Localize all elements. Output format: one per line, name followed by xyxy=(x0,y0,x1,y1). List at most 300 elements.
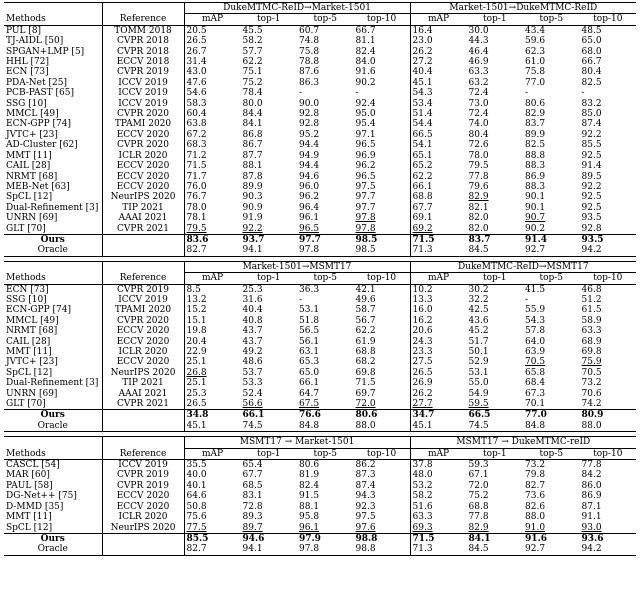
metric-value: 67.2 xyxy=(184,130,241,140)
metric-value: 68.2 xyxy=(355,357,376,368)
metric-value: 52.9 xyxy=(468,357,489,368)
metric-value: 92.7 xyxy=(523,544,580,555)
metric-value: 35.5 xyxy=(184,460,241,471)
metric-header: top-5 xyxy=(297,448,354,459)
metric-value: 43.7 xyxy=(242,336,263,347)
method-name: NRMT [68] xyxy=(6,326,58,337)
table-row xyxy=(4,182,636,192)
metric-value: 68.3 xyxy=(184,140,241,150)
method-name: SpCL [12] xyxy=(6,367,53,378)
method-name: UNRN [69] xyxy=(6,388,58,399)
metric-value: 96.2 xyxy=(355,161,376,172)
metric-header: top-1 xyxy=(241,448,298,459)
methods-header: Methods xyxy=(4,437,102,460)
table-row xyxy=(4,192,636,202)
metric-value: 91.6 xyxy=(523,533,580,544)
method-name: TJ-AIDL [50] xyxy=(6,36,64,47)
method-reference: TPAMI 2020 xyxy=(102,119,184,129)
metric-value: 68.9 xyxy=(581,336,602,347)
metric-value: 76.0 xyxy=(184,182,241,192)
reference-header: Reference xyxy=(102,261,184,284)
metric-value: 88.3 xyxy=(525,161,546,172)
method-name: PAUL [58] xyxy=(6,480,53,491)
metric-value: 66.7 xyxy=(581,57,602,68)
metric-value: 25.3 xyxy=(242,284,263,295)
method-reference: ECCV 2020 xyxy=(102,182,184,192)
metric-value: 26.7 xyxy=(184,47,241,57)
table-row xyxy=(4,140,636,150)
metric-value: 82.0 xyxy=(468,213,489,224)
method-reference: CVPR 2018 xyxy=(102,47,184,57)
metric-value: 88.0 xyxy=(354,421,411,432)
metric-value: 77.8 xyxy=(468,171,489,182)
metric-value: 22.9 xyxy=(184,347,241,357)
metric-value: 98.8 xyxy=(354,533,411,544)
method-name: ECN [73] xyxy=(6,67,49,78)
metric-value: 54.3 xyxy=(525,315,546,326)
method-name: PUL [8] xyxy=(6,25,42,36)
metric-value: 63.1 xyxy=(299,347,320,357)
metric-value: 46.8 xyxy=(581,284,602,295)
table-row xyxy=(4,47,636,57)
metric-value: 77.8 xyxy=(468,512,489,523)
metric-value: 41.5 xyxy=(525,284,546,295)
metric-value: 69.1 xyxy=(410,213,467,223)
metric-value: 93.5 xyxy=(581,213,602,224)
table-row xyxy=(4,347,636,357)
metric-value: 8.5 xyxy=(184,284,241,295)
metric-value: 78.0 xyxy=(184,203,241,213)
metric-header: mAP xyxy=(410,448,467,459)
method-reference: ECCV 2020 xyxy=(102,491,184,501)
metric-value: 82.6 xyxy=(525,501,546,512)
metric-value: 82.1 xyxy=(468,202,489,213)
metric-value: 89.5 xyxy=(581,171,602,182)
metric-value: 98.8 xyxy=(354,544,411,555)
metric-header: top-5 xyxy=(523,448,580,459)
method-reference: AAAI 2021 xyxy=(102,213,184,223)
metric-value: 61.9 xyxy=(355,336,376,347)
method-name: SpCL [12] xyxy=(6,192,53,203)
metric-value: 94.4 xyxy=(299,140,320,151)
reference-header: Reference xyxy=(102,3,184,26)
metric-value: 15.2 xyxy=(184,305,241,315)
metric-header: top-5 xyxy=(297,273,354,284)
metric-value: 95.0 xyxy=(355,109,376,120)
metric-value: 15.1 xyxy=(184,316,241,326)
metric-value: 65.1 xyxy=(410,151,467,161)
metric-value: 26.2 xyxy=(410,47,467,57)
method-reference: CVPR 2019 xyxy=(102,470,184,480)
metric-header: top-10 xyxy=(580,14,637,25)
metric-value: 91.4 xyxy=(581,161,602,172)
metric-value: 74.2 xyxy=(581,399,602,410)
method-name: CAIL [28] xyxy=(6,161,51,172)
metric-value: 56.5 xyxy=(299,326,320,337)
metric-header: top-10 xyxy=(354,273,411,284)
metric-value: 51.4 xyxy=(410,109,467,119)
metric-value: 54.4 xyxy=(410,119,467,129)
metric-value: 83.6 xyxy=(184,234,241,245)
metric-value: 98.5 xyxy=(354,234,411,245)
metric-value: 84.8 xyxy=(523,421,580,432)
metric-value: 45.5 xyxy=(242,25,263,36)
metric-value: 94.6 xyxy=(241,533,298,544)
metric-value: - xyxy=(525,88,529,99)
method-name: PCB-PAST [65] xyxy=(6,88,74,99)
metric-value: 96.5 xyxy=(299,223,320,234)
metric-value: 93.7 xyxy=(241,234,298,245)
metric-value: 60.4 xyxy=(184,109,241,119)
metric-value: 94.3 xyxy=(355,491,376,502)
metric-value: 62.2 xyxy=(242,57,263,68)
metric-value: 26.5 xyxy=(184,399,241,410)
metric-value: 13.3 xyxy=(410,295,467,305)
method-reference: AAAI 2021 xyxy=(102,389,184,399)
metric-value: 55.9 xyxy=(525,305,546,316)
methods-header: Methods xyxy=(4,3,102,26)
metric-value: 75.6 xyxy=(184,512,241,522)
metric-value: 68.5 xyxy=(242,480,263,491)
metric-value: 71.3 xyxy=(410,544,467,555)
method-name: JVTC+ [23] xyxy=(6,357,58,368)
dataset-transfer-header: MSMT17 → DukeMTMC-reID xyxy=(410,437,636,448)
method-reference: ICCV 2019 xyxy=(102,88,184,98)
table-row xyxy=(4,378,636,388)
table-row xyxy=(4,523,636,534)
metric-header: top-1 xyxy=(467,273,524,284)
metric-value: 90.9 xyxy=(242,202,263,213)
metric-value: 31.4 xyxy=(184,57,241,67)
metric-value: 96.1 xyxy=(299,213,320,224)
metric-header: top-5 xyxy=(523,273,580,284)
metric-value: 80.6 xyxy=(354,410,411,421)
metric-value: 70.6 xyxy=(581,388,602,399)
method-reference: CVPR 2019 xyxy=(102,481,184,491)
metric-value: 80.6 xyxy=(299,460,320,471)
method-name: MMT [11] xyxy=(6,347,52,357)
metric-value: 23.3 xyxy=(410,347,467,357)
metric-value: 89.3 xyxy=(242,512,263,523)
method-name: ECN-GPP [74] xyxy=(6,119,72,130)
method-name: UNRN [69] xyxy=(6,213,58,224)
method-reference: ECCV 2018 xyxy=(102,57,184,67)
table-row xyxy=(4,213,636,223)
method-name: MMT [11] xyxy=(6,150,52,161)
metric-value: 68.0 xyxy=(581,46,602,57)
table-row xyxy=(4,57,636,67)
metric-value: 61.5 xyxy=(581,305,602,316)
metric-value: 67.7 xyxy=(410,203,467,213)
results-table-2 xyxy=(4,261,636,433)
metric-value: 88.3 xyxy=(525,181,546,192)
metric-value: 93.6 xyxy=(580,533,637,544)
metric-header: top-5 xyxy=(297,14,354,25)
metric-header: top-5 xyxy=(523,14,580,25)
metric-value: 34.7 xyxy=(410,410,467,421)
method-reference: ECCV 2020 xyxy=(102,357,184,367)
metric-value: 63.3 xyxy=(468,67,489,78)
table-row xyxy=(4,295,636,305)
metric-value: 70.1 xyxy=(525,399,546,410)
metric-value: 86.9 xyxy=(525,171,546,182)
metric-value: 83.1 xyxy=(242,491,263,502)
metric-value: 62.3 xyxy=(525,46,546,57)
method-name: ECN-GPP [74] xyxy=(6,305,72,316)
metric-value: 63.3 xyxy=(581,326,602,337)
table-row xyxy=(4,151,636,161)
metric-value: 56.6 xyxy=(242,399,263,410)
metric-value: 46.9 xyxy=(468,57,489,68)
results-table-3 xyxy=(4,436,636,555)
metric-value: 64.6 xyxy=(184,491,241,501)
metric-value: 91.5 xyxy=(299,491,320,502)
metric-value: 82.9 xyxy=(468,192,489,203)
method-reference: ECCV 2020 xyxy=(102,337,184,347)
method-reference: ECCV 2020 xyxy=(102,130,184,140)
metric-value: 78.1 xyxy=(184,213,241,223)
table-row xyxy=(4,399,636,410)
metric-value: 68.4 xyxy=(525,378,546,389)
metric-value: 87.6 xyxy=(299,67,320,78)
metric-header: top-1 xyxy=(241,14,298,25)
metric-value: 68.8 xyxy=(355,347,376,357)
metric-value: 77.5 xyxy=(184,523,241,534)
metric-value: 34.8 xyxy=(184,410,241,421)
metric-value: 90.2 xyxy=(525,223,546,234)
metric-value: 84.5 xyxy=(467,245,524,256)
metric-value: 97.7 xyxy=(297,234,354,245)
metric-value: 70.5 xyxy=(525,357,546,368)
metric-value: 40.4 xyxy=(242,305,263,316)
metric-value: 32.2 xyxy=(468,294,489,305)
ours-row xyxy=(4,533,636,544)
metric-value: 86.8 xyxy=(242,129,263,140)
results-table-1 xyxy=(4,2,636,257)
metric-value: 73.0 xyxy=(468,98,489,109)
metric-value: 72.4 xyxy=(468,109,489,120)
metric-value: 57.8 xyxy=(525,326,546,337)
metric-value: 53.4 xyxy=(410,99,467,109)
metric-value: 94.1 xyxy=(241,245,298,256)
metric-value: 30.2 xyxy=(468,284,489,295)
method-reference: ICCV 2019 xyxy=(102,295,184,305)
metric-value: 75.8 xyxy=(299,46,320,57)
table-row xyxy=(4,512,636,522)
metric-value: 48.6 xyxy=(242,357,263,368)
method-name: SPGAN+LMP [5] xyxy=(6,46,85,57)
metric-value: 71.5 xyxy=(410,533,467,544)
metric-value: 77.0 xyxy=(523,410,580,421)
method-reference: NeurIPS 2020 xyxy=(102,523,184,534)
metric-value: - xyxy=(355,88,359,99)
metric-header: mAP xyxy=(410,273,467,284)
metric-value: 62.2 xyxy=(410,172,467,182)
metric-value: 90.7 xyxy=(525,213,546,224)
metric-value: 87.8 xyxy=(242,171,263,182)
method-name: MEB-Net [63] xyxy=(6,181,70,192)
metric-value: 79.6 xyxy=(468,181,489,192)
metric-value: 96.4 xyxy=(299,202,320,213)
metric-value: 54.9 xyxy=(468,388,489,399)
method-name: CAIL [28] xyxy=(6,336,51,347)
method-name: Ours xyxy=(4,410,102,421)
metric-value: 85.5 xyxy=(581,140,602,151)
metric-value: 97.6 xyxy=(355,522,376,533)
metric-value: 67.3 xyxy=(525,388,546,399)
metric-value: 80.9 xyxy=(580,410,637,421)
metric-value: 65.2 xyxy=(410,161,467,171)
metric-value: 26.9 xyxy=(410,378,467,388)
metric-value: 74.0 xyxy=(468,119,489,130)
metric-value: 94.6 xyxy=(299,171,320,182)
table-row xyxy=(4,109,636,119)
metric-value: 96.9 xyxy=(355,150,376,161)
method-name: Oracle xyxy=(4,245,102,256)
metric-value: 45.1 xyxy=(410,421,467,432)
metric-value: 72.4 xyxy=(468,88,489,99)
metric-value: 81.1 xyxy=(355,36,376,47)
method-name: Ours xyxy=(4,234,102,245)
metric-value: 83.7 xyxy=(467,234,524,245)
metric-value: 92.8 xyxy=(581,223,602,234)
metric-value: 25.1 xyxy=(184,378,241,388)
metric-value: 91.4 xyxy=(523,234,580,245)
metric-value: 90.3 xyxy=(242,192,263,203)
metric-value: 43.4 xyxy=(525,25,546,36)
table-row xyxy=(4,25,636,36)
metric-value: 43.0 xyxy=(184,67,241,77)
method-reference: TIP 2021 xyxy=(102,203,184,213)
metric-value: 92.2 xyxy=(242,223,263,234)
method-name: SpCL [12] xyxy=(6,522,53,533)
oracle-row xyxy=(4,421,636,432)
metric-value: 72.8 xyxy=(242,501,263,512)
reference-header: Reference xyxy=(102,437,184,460)
metric-header: top-10 xyxy=(580,273,637,284)
metric-value: 54.3 xyxy=(410,88,467,98)
metric-value: 84.1 xyxy=(242,119,263,130)
metric-value: 94.2 xyxy=(580,245,637,256)
metric-value: 80.0 xyxy=(242,98,263,109)
method-reference: ECCV 2020 xyxy=(102,172,184,182)
metric-value: 97.7 xyxy=(355,202,376,213)
metric-value: 92.4 xyxy=(355,98,376,109)
table-row xyxy=(4,88,636,98)
method-reference: ICCV 2019 xyxy=(102,99,184,109)
metric-value: 47.6 xyxy=(184,78,241,88)
metric-value: 72.0 xyxy=(355,399,376,410)
metric-value: 54.1 xyxy=(410,140,467,150)
method-reference: CVPR 2018 xyxy=(102,36,184,46)
metric-value: 66.1 xyxy=(299,378,320,389)
metric-header: top-1 xyxy=(467,14,524,25)
metric-value: 76.7 xyxy=(184,192,241,202)
metric-value: 87.7 xyxy=(242,150,263,161)
metric-value: 59.6 xyxy=(525,36,546,47)
method-reference: CVPR 2020 xyxy=(102,109,184,119)
metric-value: 83.7 xyxy=(525,119,546,130)
metric-value: 66.7 xyxy=(355,25,376,36)
metric-value: 91.6 xyxy=(355,67,376,78)
method-reference: ICCV 2019 xyxy=(102,460,184,471)
metric-value: 82.0 xyxy=(468,223,489,234)
metric-value: 24.3 xyxy=(410,337,467,347)
metric-value: 55.0 xyxy=(468,378,489,389)
metric-value: 80.6 xyxy=(525,98,546,109)
metric-value: 78.0 xyxy=(468,150,489,161)
method-reference: TPAMI 2020 xyxy=(102,305,184,315)
metric-value: 91.9 xyxy=(242,213,263,224)
oracle-row xyxy=(4,544,636,555)
metric-value: 71.2 xyxy=(184,151,241,161)
metric-value: 67.7 xyxy=(242,470,263,481)
method-reference: CVPR 2020 xyxy=(102,140,184,150)
metric-value: 94.2 xyxy=(580,544,637,555)
metric-value: 75.1 xyxy=(242,67,263,78)
metric-value: 65.8 xyxy=(525,367,546,378)
metric-value: 68.8 xyxy=(468,501,489,512)
method-reference: CVPR 2021 xyxy=(102,224,184,235)
metric-value: 71.5 xyxy=(410,234,467,245)
metric-header: mAP xyxy=(184,273,241,284)
method-reference: ECCV 2020 xyxy=(102,502,184,512)
metric-value: 68.8 xyxy=(410,192,467,202)
metric-value: 82.5 xyxy=(525,140,546,151)
metric-value: 96.0 xyxy=(299,181,320,192)
metric-value: 66.5 xyxy=(410,130,467,140)
method-name: Oracle xyxy=(4,421,102,432)
table-row xyxy=(4,119,636,129)
metric-value: 82.4 xyxy=(355,46,376,57)
metric-value: 40.8 xyxy=(242,315,263,326)
metric-value: 84.1 xyxy=(467,533,524,544)
table-row xyxy=(4,337,636,347)
metric-value: 42.5 xyxy=(468,305,489,316)
metric-value: 58.3 xyxy=(184,99,241,109)
metric-value: 73.2 xyxy=(525,460,546,471)
metric-value: 98.5 xyxy=(354,245,411,256)
metric-value: 88.1 xyxy=(242,161,263,172)
metric-value: 45.2 xyxy=(468,326,489,337)
table-row xyxy=(4,481,636,491)
metric-value: 52.4 xyxy=(242,388,263,399)
method-name: Ours xyxy=(4,533,102,544)
metric-value: 75.2 xyxy=(468,491,489,502)
method-reference: CVPR 2020 xyxy=(102,316,184,326)
metric-value: 75.9 xyxy=(581,357,602,368)
metric-value: 92.3 xyxy=(355,501,376,512)
metric-value: 95.4 xyxy=(355,119,376,130)
metric-value: 16.2 xyxy=(410,316,467,326)
metric-value: 49.2 xyxy=(242,347,263,357)
metric-header: top-10 xyxy=(354,448,411,459)
dataset-transfer-header: Market-1501→MSMT17 xyxy=(184,261,410,272)
table-row xyxy=(4,78,636,88)
metric-value: 75.8 xyxy=(525,67,546,78)
table-row xyxy=(4,316,636,326)
metric-value: 89.7 xyxy=(242,522,263,533)
metric-value: 89.9 xyxy=(525,129,546,140)
metric-value: 73.6 xyxy=(525,491,546,502)
metric-value: 69.8 xyxy=(355,367,376,378)
method-name: D-MMD [35] xyxy=(6,501,64,512)
metric-value: 65.0 xyxy=(299,367,320,378)
metric-value: 97.8 xyxy=(297,544,354,555)
metric-value: 45.1 xyxy=(410,78,467,88)
table-row xyxy=(4,203,636,213)
method-reference: ICCV 2019 xyxy=(102,78,184,88)
